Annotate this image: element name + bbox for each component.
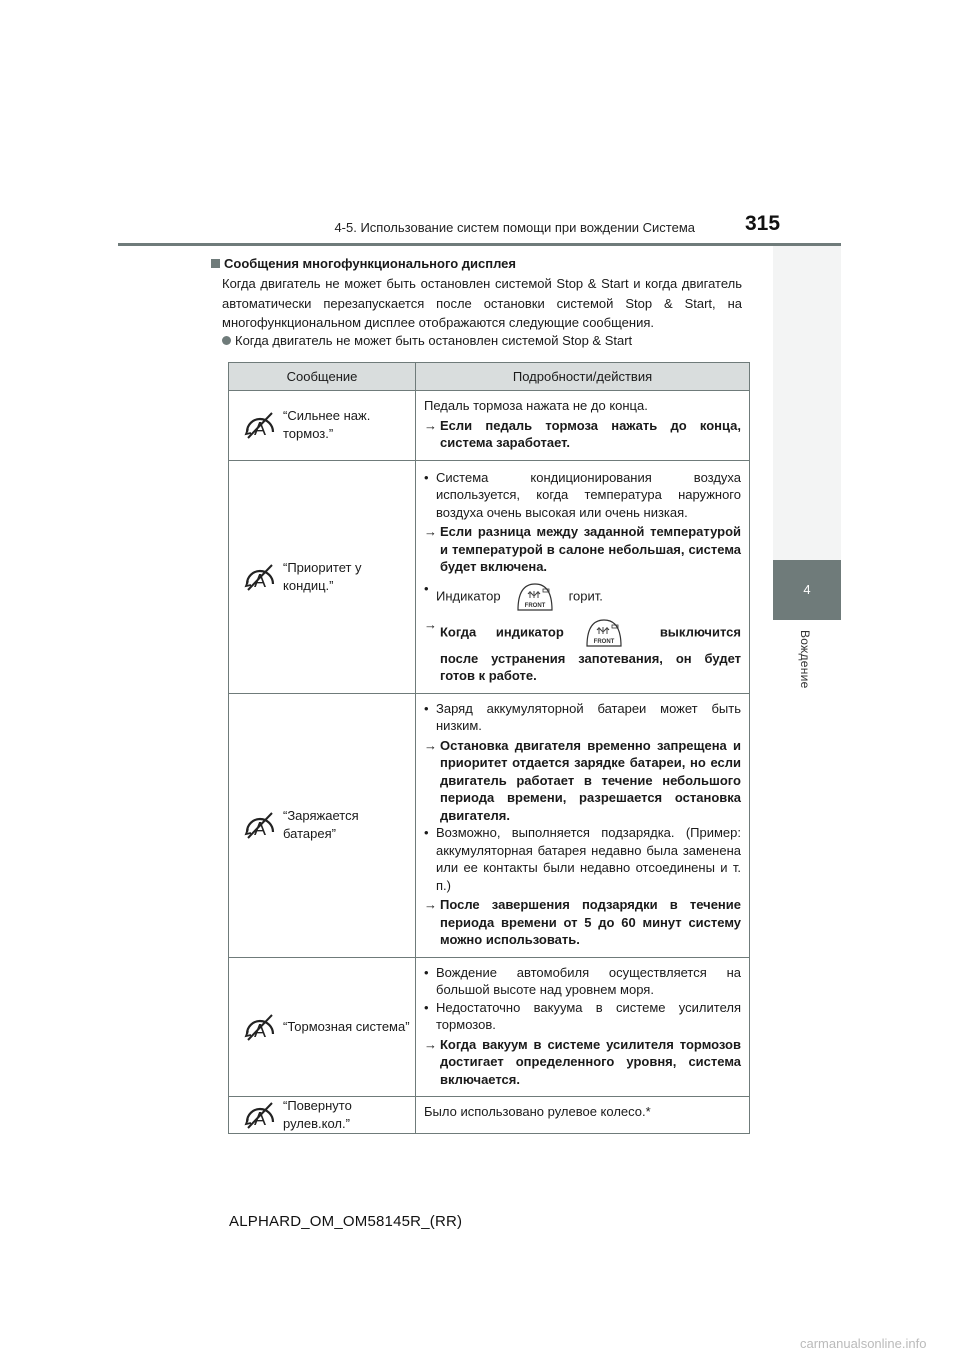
stop-start-off-icon [243,810,277,840]
detail-bullet: • Заряд аккумуляторной батареи может быть низким. [424,700,741,733]
bullet-icon: • [424,469,429,485]
bullet-icon: • [424,580,429,596]
intro-paragraph: Когда двигатель не может быть остановлен системой Stop & Start и когда двигатель автоматически перезапускается после остановки системой Stop & Start, на многофункциональном дисплее отображаются следующие сообщения. [222,276,742,330]
arrow-right-icon: → [424,616,437,632]
chapter-sidebar [773,246,841,560]
table-header-message: Сообщение [229,363,416,391]
details-cell [416,391,750,461]
detail-bullet: • Возможно, выполняется подзарядка. (Пример: аккумуляторная батарея недавно была заменена или ее контакты были недавно отсоединены и т. п.) [424,825,741,893]
detail-action: → Когда индикатор FRONT выключится после устранения запотевания, он будет готов к работе. [424,616,741,683]
header-rule [118,243,841,246]
table-row [229,460,750,693]
arrow-right-icon: → [424,1036,437,1052]
chapter-label: Вождение [798,630,812,689]
message-cell [229,460,416,693]
stop-start-off-icon [243,1012,277,1042]
detail-action: → Если педаль тормоза нажать до конца, система заработает. [424,417,741,450]
details-cell [416,957,750,1097]
circle-bullet-icon [222,336,231,345]
svg-text:FRONT: FRONT [593,638,615,645]
chapter-tab[interactable]: 4 [773,560,841,620]
svg-text:A: A [253,1020,267,1041]
detail-bullet: • Вождение автомобиля осуществляется на большой высоте над уровнем моря. [424,964,741,997]
table-row [229,957,750,1097]
arrow-right-icon: → [424,737,437,753]
bullet-icon: • [424,825,429,840]
section-title: Сообщения многофункционального дисплея [211,256,516,271]
details-cell [416,460,750,693]
detail-action: → После завершения подзарядки в течение периода времени от 5 до 60 минут систему можно использовать. [424,897,741,947]
arrow-right-icon: → [424,417,437,433]
stop-start-off-icon [243,562,277,592]
message-text: “Повернуто рулев.кол.” [283,1098,352,1131]
bullet-icon: • [424,700,429,716]
front-defogger-icon [515,580,555,614]
messages-table [228,362,750,1134]
svg-text:A: A [253,419,267,440]
table-header-details: Подробности/действия [416,363,750,391]
message-cell [229,693,416,957]
message-text: “Сильнее наж. тормоз.” [283,408,371,442]
stop-start-off-icon [243,410,277,440]
detail-text: Было использовано рулевое колесо.* [424,1104,651,1119]
bullet-icon: • [424,999,429,1015]
detail-action: → Если разница между заданной температурой и температурой в салоне небольшая, система будет включена. [424,524,741,574]
detail-action: → Остановка двигателя временно запрещена и приоритет отдается зарядке батареи, но если двигатель работает в течение небольшого периода времени, разрешается остановка двигателя. [424,737,741,823]
svg-text:FRONT: FRONT [524,602,545,609]
table-row [229,1097,750,1134]
detail-action: → Когда вакуум в системе усилителя тормозов достигает определенного уровня, система включается. [424,1036,741,1087]
front-defogger-icon [584,616,624,650]
message-cell [229,957,416,1097]
page-number: 315 [745,212,781,235]
details-cell [416,693,750,957]
table-row [229,693,750,957]
svg-text:A: A [253,1109,267,1129]
section-header: 4-5. Использование систем помощи при вождении Система [334,220,695,235]
message-text: “Приоритет у кондиц.” [283,559,362,593]
table-row [229,391,750,461]
document-code: ALPHARD_OM_OM58145R_(RR) [229,1213,463,1230]
message-cell [229,1097,416,1134]
detail-bullet: • Недостаточно вакуума в системе усилителя тормозов. [424,999,741,1032]
detail-text: Педаль тормоза нажата не до конца. [424,398,648,413]
svg-text:A: A [253,819,267,839]
message-text: “Заряжается батарея” [283,808,359,841]
message-cell [229,391,416,461]
bullet-icon: • [424,964,429,980]
detail-bullet: • Индикатор FRONT горит. [424,580,741,614]
detail-bullet: • Система кондиционирования воздуха используется, когда температура наружного воздуха очень высокая или очень низкая. [424,469,741,520]
message-text: “Тормозная система” [283,1018,410,1034]
watermark: carmanualsonline.info [800,1336,927,1351]
stop-start-off-icon [243,1100,277,1130]
details-cell [416,1097,750,1134]
arrow-right-icon: → [424,897,437,912]
svg-text:A: A [253,570,267,591]
arrow-right-icon: → [424,524,437,539]
square-bullet-icon [211,259,220,268]
subsection-title: Когда двигатель не может быть остановлен системой Stop & Start [222,333,632,348]
